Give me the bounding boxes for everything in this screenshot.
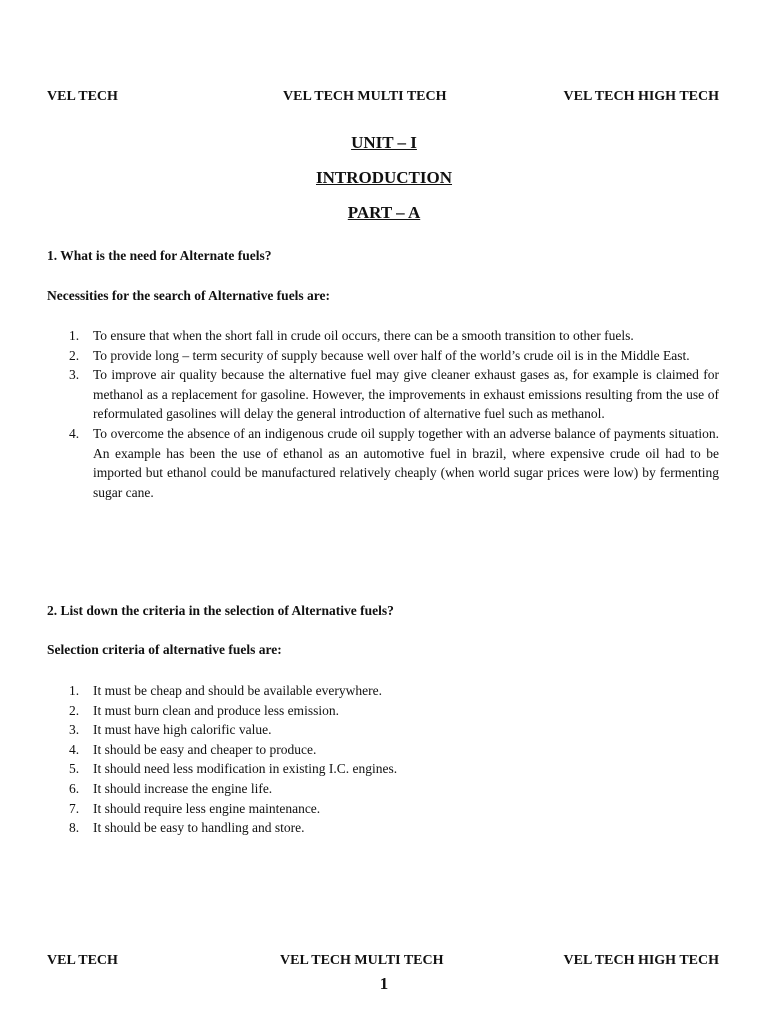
list-item-text: It must burn clean and produce less emission. [93, 702, 339, 718]
list-item [47, 346, 719, 366]
list-item-number: 4. [69, 425, 80, 441]
list-item-number: 1. [69, 683, 80, 698]
list-item [47, 818, 719, 838]
page-header [47, 89, 719, 109]
header-center-text: VEL TECH MULTI TECH [283, 89, 447, 104]
selection-criteria-list [47, 681, 719, 838]
list-item [47, 681, 719, 701]
question-2-subheading: Selection criteria of alternative fuels are: [47, 642, 282, 657]
question-1-subheading: Necessities for the search of Alternative fuels are: [47, 288, 331, 303]
list-item-number: 7. [69, 800, 80, 816]
header-right-text: VEL TECH HIGH TECH [563, 89, 719, 104]
list-item-number: 4. [69, 741, 80, 757]
list-item [47, 740, 719, 760]
list-item-number: 8. [69, 820, 80, 836]
list-item [47, 365, 719, 424]
list-item-text: It should be easy and cheaper to produce. [93, 741, 317, 757]
list-item-text: To provide long – term security of supply because well over half of the world’s crude oil is in the Middle East. [93, 347, 690, 363]
list-item-text: It should require less engine maintenance. [93, 800, 321, 816]
list-item-number: 3. [69, 722, 80, 738]
list-item-text: It should increase the engine life. [93, 780, 273, 796]
list-item [47, 799, 719, 819]
unit-title: UNIT – I [351, 133, 417, 152]
list-item-text: It should need less modification in existing I.C. engines. [93, 761, 398, 777]
list-item-number: 2. [69, 702, 80, 718]
page-number: 1 [379, 974, 389, 993]
question-1-heading: 1. What is the need for Alternate fuels? [47, 248, 272, 263]
list-item-text: It should be easy to handling and store. [93, 820, 305, 836]
list-item [47, 701, 719, 721]
question-2-heading: 2. List down the criteria in the selection of Alternative fuels? [47, 603, 394, 618]
list-item [47, 326, 719, 346]
list-item [47, 720, 719, 740]
list-item [47, 759, 719, 779]
header-left-text: VEL TECH [47, 89, 118, 104]
list-item-number: 5. [69, 761, 80, 777]
page-footer [47, 953, 719, 973]
footer-center-text: VEL TECH MULTI TECH [280, 953, 444, 968]
list-item-text: To ensure that when the short fall in crude oil occurs, there can be a smooth transition to other fuels. [93, 328, 634, 343]
list-item-number: 2. [69, 347, 80, 363]
footer-left-text: VEL TECH [47, 953, 118, 968]
list-item-text: It must be cheap and should be available everywhere. [93, 683, 383, 698]
necessities-list [47, 326, 719, 502]
list-item-number: 6. [69, 780, 80, 796]
list-item-text: To overcome the absence of an indigenous crude oil supply together with an adverse balance of payments situation. An example has been the use of ethanol as an automotive fuel in brazil, where expensive crude oil had to be imported but ethanol could be manufactured relatively cheaply (when world sugar prices were low) by fermenting sugar cane. [93, 425, 719, 500]
list-item [47, 424, 719, 502]
list-item-text: To improve air quality because the alternative fuel may give cleaner exhaust gases as, for example is claimed for methanol as a replacement for gasoline. However, the improvements in exhaust emissions resulting from the use of reformulated gasolines will delay the general introduction of alternative fuel such as methanol. [93, 367, 719, 422]
part-title: PART – A [347, 203, 421, 222]
list-item-number: 1. [69, 328, 80, 343]
list-item-number: 3. [69, 367, 80, 383]
footer-right-text: VEL TECH HIGH TECH [563, 953, 719, 968]
introduction-title: INTRODUCTION [315, 168, 453, 187]
list-item-text: It must have high calorific value. [93, 722, 272, 738]
list-item [47, 779, 719, 799]
